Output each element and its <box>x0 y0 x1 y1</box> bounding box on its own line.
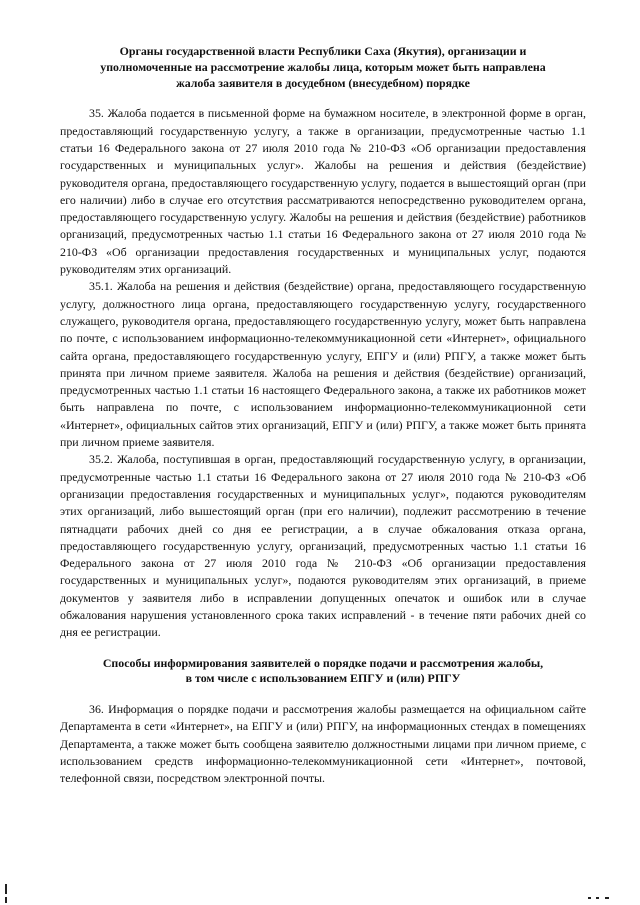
paragraph-36: 36. Информация о порядке подачи и рассмотрения жалобы размещается на официальном сайте Департамента в сети «Интернет», на ЕПГУ и (или) РПГУ, на информационных стендах в помещениях Департамента, а также может быть сообщена заявителю должностными лицами при личном приеме, с использованием средств информационно-телекоммуникационной сети «Интернет», почтовой, телефонной связи, посредством электронной почты. <box>60 702 586 786</box>
paragraph-35-2: 35.2. Жалоба, поступившая в орган, предоставляющий государственную услугу, в организации, предусмотренные частью 1.1 статьи 16 Федерального закона от 27 июля 2010 года № 210-ФЗ «Об организации предоставления государственных и муниципальных услуг», подаются руководителям этих организаций, либо вышестоящий орган (при его наличии), подлежит рассмотрению в течение пятнадцати рабочих дней со дня ее регистрации, а в случае обжалования отказа органа, предоставляющего государственную услугу, организаций, предусмотренных частью 1.1 статьи 16 Федерального закона от 27 июля 2010 года № 210-ФЗ «Об организации предоставления государственных и муниципальных услуг», подаются руководителям этих организаций, в приеме документов у заявителя либо в исправлении допущенных опечаток и ошибок или в случае обжалования нарушения установленного срока таких исправлений - в течение пяти рабочих дней со дня ее регистрации. <box>60 452 586 640</box>
scan-mark <box>605 897 609 899</box>
heading-line: уполномоченные на рассмотрение жалобы лица, которым может быть направлена <box>100 59 546 74</box>
scan-mark <box>588 897 591 899</box>
heading-line: в том числе с использованием ЕПГУ и (или) РПГУ <box>185 671 461 686</box>
heading-line: жалоба заявителя в досудебном (внесудебном) порядке <box>176 75 470 90</box>
section-heading-complaint-bodies <box>60 44 586 91</box>
paragraph-35-1: 35.1. Жалоба на решения и действия (бездействие) органа, предоставляющего государственную услугу, должностного лица органа, предоставляющего государственную услугу, государственного служащего, руководителя органа, предоставляющего государственную услугу, может быть направлена по почте, с использованием информационно-телекоммуникационной сети «Интернет», официального сайта органа, предоставляющего государственную услугу, ЕПГУ и (или) РПГУ, а также может быть принята при личном приеме заявителя. Жалоба на решения и действия (бездействие) организаций, предусмотренных частью 1.1 статьи 16 настоящего Федерального закона, а также их работников может быть направлена по почте, с использованием информационно-телекоммуникационной сети «Интернет», официальных сайтов этих организаций, ЕПГУ и (или) РПГУ, а также может быть принята при личном приеме заявителя. <box>60 279 586 450</box>
section-heading-informing-methods <box>60 656 586 688</box>
scan-mark <box>5 884 7 894</box>
heading-line: Способы информирования заявителей о порядке подачи и рассмотрения жалобы, <box>102 655 544 670</box>
heading-line: Органы государственной власти Республики Саха (Якутия), организации и <box>119 44 527 58</box>
scan-mark <box>5 897 7 903</box>
paragraph-35: 35. Жалоба подается в письменной форме на бумажном носителе, в электронной форме в орган, предоставляющий государственную услугу, а также в организации, предусмотренные частью 1.1 статьи 16 Федерального закона от 27 июля 2010 года № 210-ФЗ «Об организации предоставления государственных и муниципальных услуг». Жалобы на решения и действия (бездействие) руководителя органа, предоставляющего государственную услугу, подается в вышестоящий орган (при его наличии) либо в случае его отсутствия рассматриваются непосредственно руководителем органа, предоставляющего государственную услугу. Жалобы на решения и действия (бездействие) работников организаций, предусмотренных частью 1.1 статьи 16 Федерального закона от 27 июля 2010 года № 210-ФЗ «Об организации предоставления государственных и муниципальных услуг, подаются руководителям этих организаций. <box>60 106 586 277</box>
scan-mark <box>596 897 599 899</box>
document-page <box>60 44 586 788</box>
